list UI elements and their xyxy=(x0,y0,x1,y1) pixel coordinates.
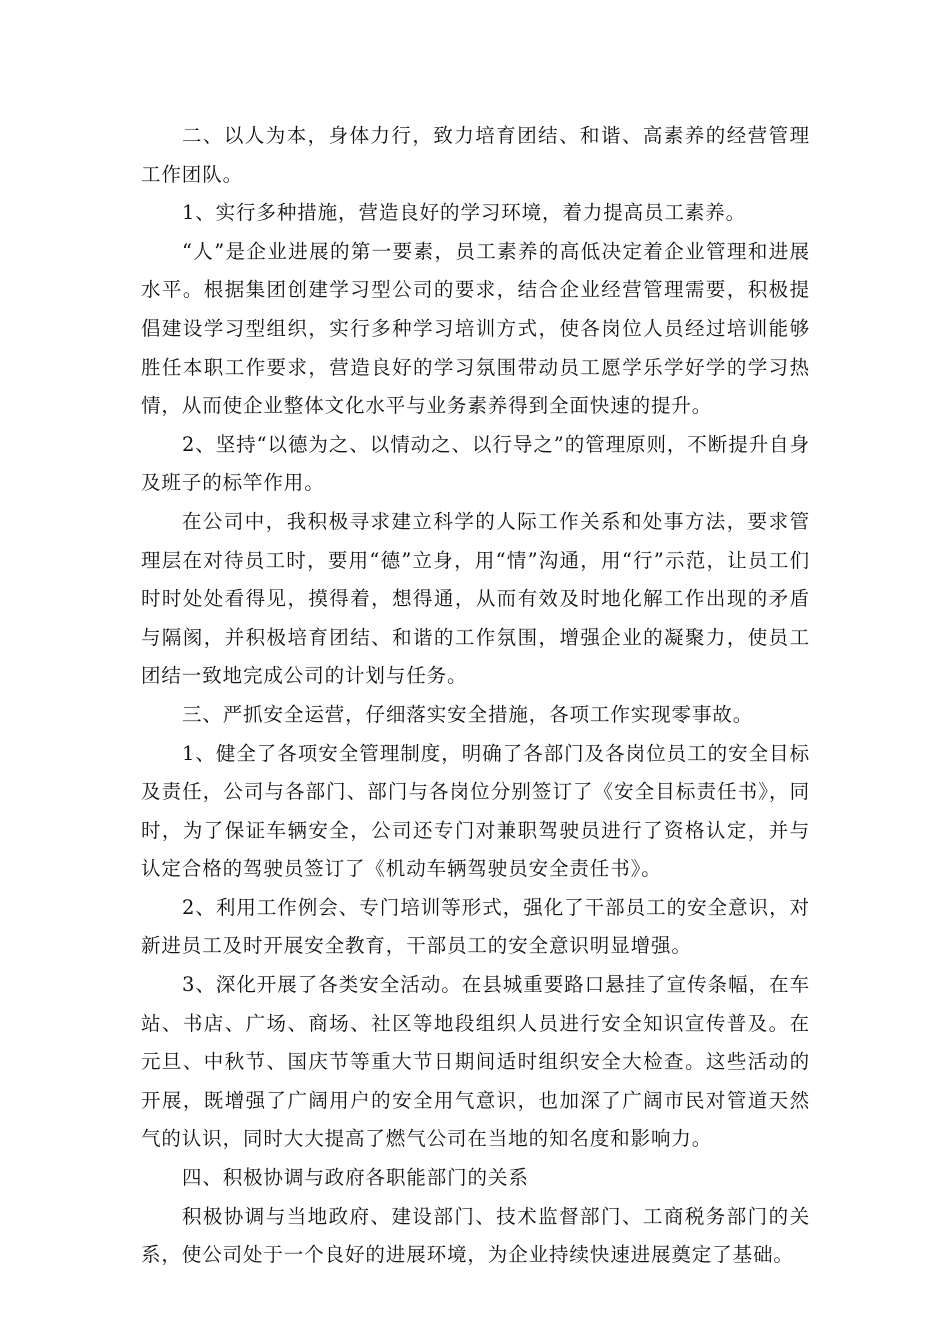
section-heading-four: 四、积极协调与政府各职能部门的关系 xyxy=(181,1166,529,1190)
section-heading-three: 三、严抓安全运营，仔细落实安全措施，各项工作实现零事故。 xyxy=(181,702,754,726)
body-paragraph: 积极协调与当地政府、建设部门、技术监督部门、工商税务部门的关系，使公司处于一个良好的进展环境，为企业持续快速进展奠定了基础。 xyxy=(141,1204,810,1267)
list-item-2: 2、利用工作例会、专门培训等形式，强化了干部员工的安全意识，对新进员工及时开展安全教育，干部员工的安全意识明显增强。 xyxy=(141,895,810,958)
list-item-3: 3、深化开展了各类安全活动。在县城重要路口悬挂了宣传条幅，在车站、书店、广场、商场、社区等地段组织人员进行安全知识宣传普及。在元旦、中秋节、国庆节等重大节日期间适时组织安全大检查。这些活动的开展，既增强了广阔用户的安全用气意识，也加深了广阔市民对管道天然气的认识，同时大大提高了燃气公司在当地的知名度和影响力。 xyxy=(141,973,810,1151)
subheading-2: 2、坚持“以德为之、以情动之、以行导之”的管理原则，不断提升自身及班子的标竿作用。 xyxy=(141,432,810,495)
document-body xyxy=(141,117,810,1275)
subheading-1: 1、实行多种措施，营造良好的学习环境，着力提高员工素养。 xyxy=(181,201,747,225)
section-heading-two: 二、以人为本，身体力行，致力培育团结、和谐、高素养的经营管理工作团队。 xyxy=(141,124,810,186)
list-item-1: 1、健全了各项安全管理制度，明确了各部门及各岗位员工的安全目标及责任，公司与各部门、部门与各岗位分别签订了《安全目标责任书》，同时，为了保证车辆安全，公司还专门对兼职驾驶员进行了资格认定，并与认定合格的驾驶员签订了《机动车辆驾驶员安全责任书》。 xyxy=(141,741,810,881)
body-paragraph: 在公司中，我积极寻求建立科学的人际工作关系和处事方法，要求管理层在对待员工时，要用“德”立身，用“情”沟通，用“行”示范，让员工们时时处处看得见，摸得着，想得通，从而有效及时地化解工作出现的矛盾与隔阂，并积极培育团结、和谐的工作氛围，增强企业的凝聚力，使员工团结一致地完成公司的计划与任务。 xyxy=(141,509,810,688)
body-paragraph: “人”是企业进展的第一要素，员工素养的高低决定着企业管理和进展水平。根据集团创建学习型公司的要求，结合企业经营管理需要，积极提倡建设学习型组织，实行多种学习培训方式，使各岗位人员经过培训能够胜任本职工作要求，营造良好的学习氛围带动员工愿学乐学好学的学习热情，从而使企业整体文化水平与业务素养得到全面快速的提升。 xyxy=(141,239,810,418)
